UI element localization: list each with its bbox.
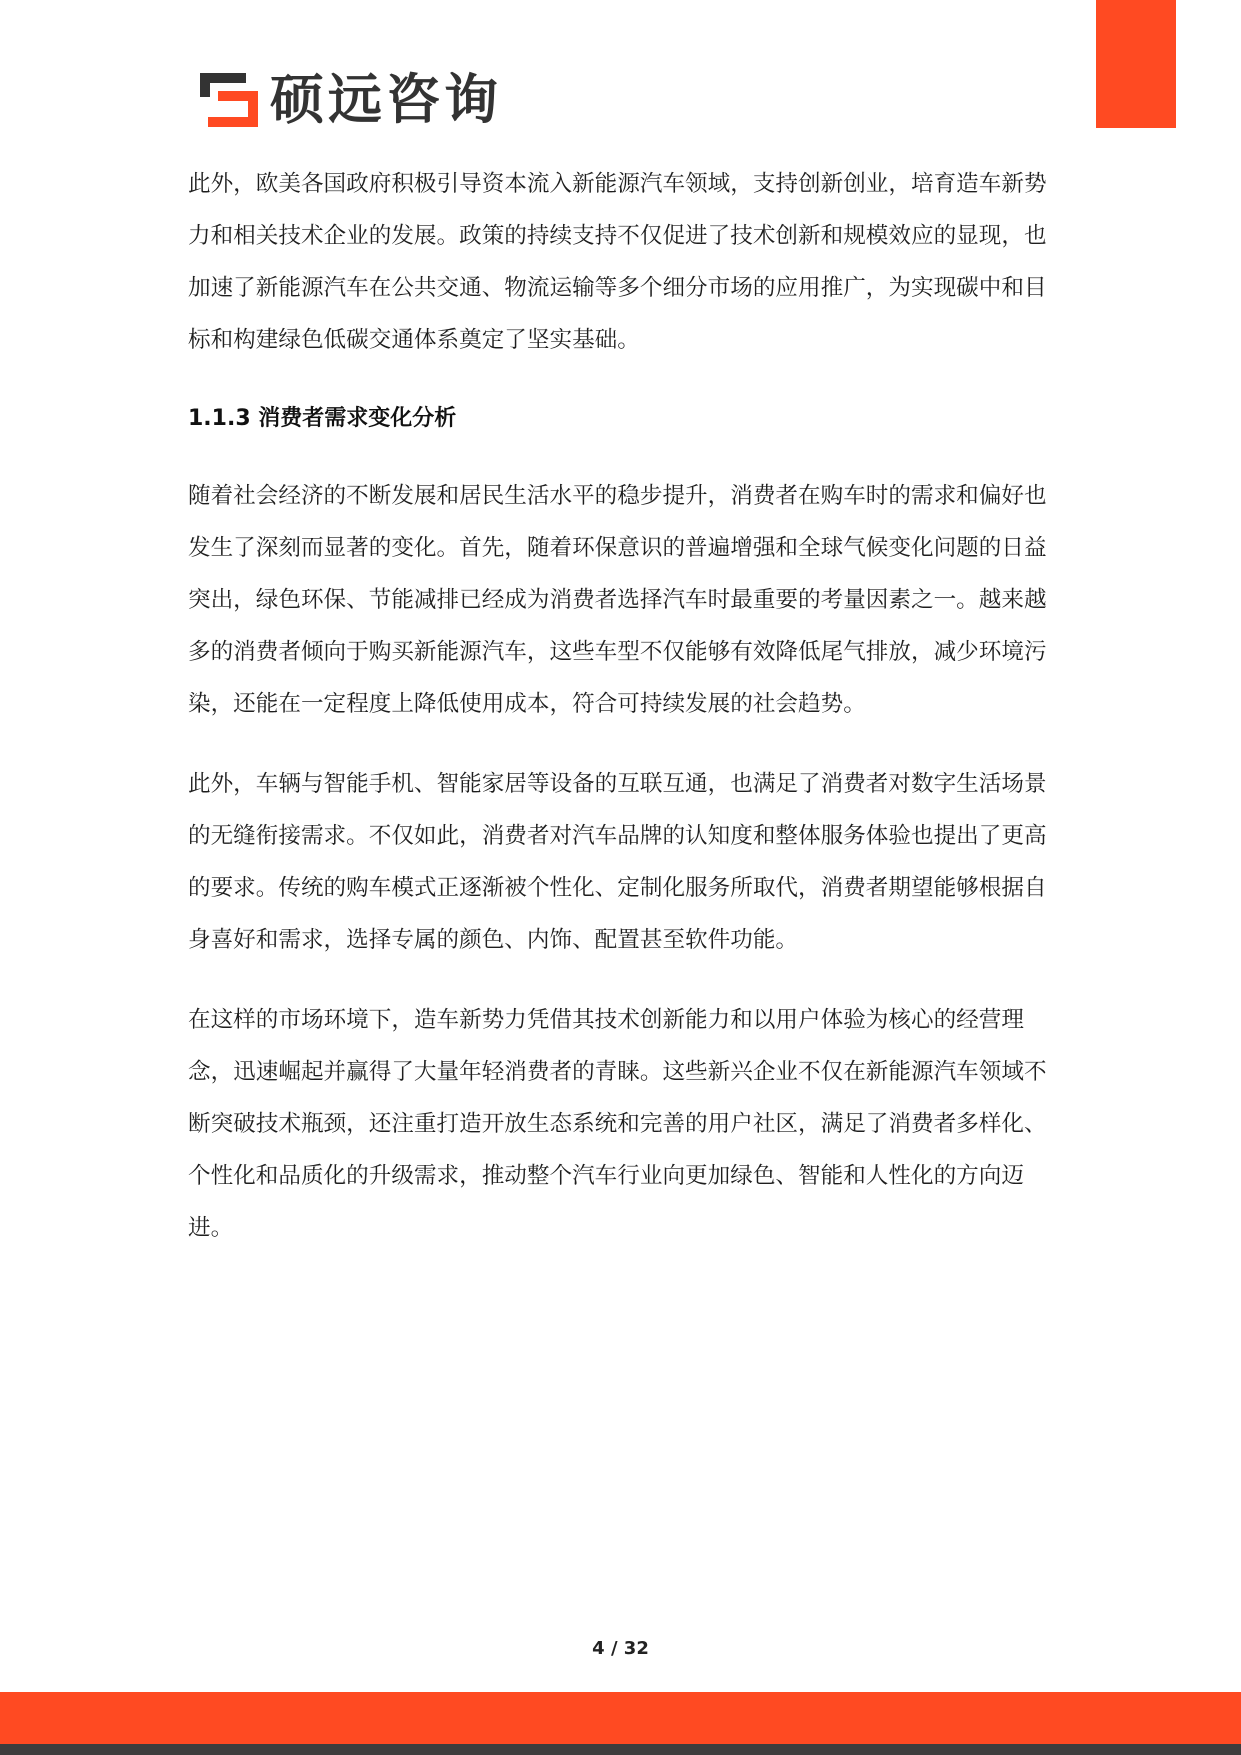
- page-number: 4 / 32: [592, 1638, 649, 1659]
- document-body: [188, 158, 1058, 1282]
- brand-name: 硕远咨询: [270, 68, 502, 131]
- paragraph-connectivity: 此外，车辆与智能手机、智能家居等设备的互联互通，也满足了消费者对数字生活场景的无缝衔接需求。不仅如此，消费者对汽车品牌的认知度和整体服务体验也提出了更高的要求。传统的购车模式正逐渐被个性化、定制化服务所取代，消费者期望能够根据自身喜好和需求，选择专属的颜色、内饰、配置甚至软件功能。: [188, 771, 1047, 953]
- brand-logo: [200, 70, 502, 130]
- paragraph-policy-support: 此外，欧美各国政府积极引导资本流入新能源汽车领域，支持创新创业，培育造车新势力和相关技术企业的发展。政策的持续支持不仅促进了技术创新和规模效应的显现，也加速了新能源汽车在公共交通、物流运输等多个细分市场的应用推广，为实现碳中和目标和构建绿色低碳交通体系奠定了坚实基础。: [188, 171, 1047, 353]
- top-accent-block: [1096, 0, 1176, 128]
- paragraph-new-forces: 在这样的市场环境下，造车新势力凭借其技术创新能力和以用户体验为核心的经营理念，迅速崛起并赢得了大量年轻消费者的青睐。这些新兴企业不仅在新能源汽车领域不断突破技术瓶颈，还注重打造开放生态系统和完善的用户社区，满足了消费者多样化、个性化和品质化的升级需求，推动整个汽车行业向更加绿色、智能和人性化的方向迈进。: [188, 1007, 1047, 1241]
- paragraph-consumer-demand: 随着社会经济的不断发展和居民生活水平的稳步提升，消费者在购车时的需求和偏好也发生了深刻而显著的变化。首先，随着环保意识的普遍增强和全球气候变化问题的日益突出，绿色环保、节能减排已经成为消费者选择汽车时最重要的考量因素之一。越来越多的消费者倾向于购买新能源汽车，这些车型不仅能够有效降低尾气排放，减少环境污染，还能在一定程度上降低使用成本，符合可持续发展的社会趋势。: [188, 483, 1047, 717]
- s-shaped-brand-mark-icon: [200, 73, 260, 127]
- section-heading: 1.1.3 消费者需求变化分析: [188, 406, 457, 431]
- footer-dark-strip: [0, 1744, 1241, 1755]
- footer-accent-bar: [0, 1692, 1241, 1744]
